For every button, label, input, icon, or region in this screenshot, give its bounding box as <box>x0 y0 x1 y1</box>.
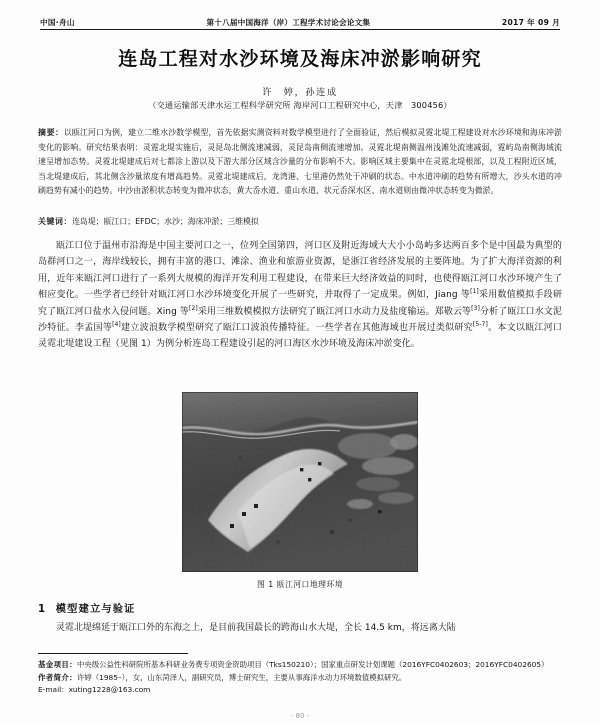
section-heading-1 <box>38 600 136 615</box>
figure-1-image <box>182 392 418 572</box>
footnote-divider <box>38 653 188 654</box>
body-text-segment-2: 采用数值模拟手段研究了瓯江河口盐水入侵问题。Xing 等 <box>38 290 562 317</box>
body-text-segment-1: 瓯江口位于温州市沿海是中国主要河口之一，位列全国第四，河口区及附近海域大大小小岛屿多达两百多个是中国最为典型的岛群河口之一，海岸线较长，拥有丰富的港口、滩涂、渔业和旅游业资源，是浙江省经济发展的主要阵地。为了扩大海洋资源的利用，近年来瓯江河口进行了一系列大规模的海洋开发利用工程建设，在带来巨大经济效益的同时，也使得瓯江河口水沙环境产生了相应变化。一些学者已经针对瓯江河口水沙环境变化开展了一些研究，并取得了一定成果。例如，Jiang 等 <box>38 241 562 301</box>
running-head <box>40 14 560 30</box>
citation-ref-2: [2] <box>189 304 198 312</box>
body-text-segment-4: 分析了瓯江口水文泥沙特征。李孟国等 <box>38 306 562 334</box>
section-1-paragraph: 灵霓北堤绵延于瓯江口外的东海之上，是目前我国最长的跨海山水大堤，全长 14.5 km，将远离大陆 <box>56 623 456 633</box>
abstract-label: 摘要： <box>38 128 64 137</box>
figure-1-caption: 图 1 瓯江河口地理环境 <box>256 580 344 589</box>
page-number: · 80 · <box>291 712 309 720</box>
footnote-block <box>38 659 562 697</box>
abstract-block <box>38 126 562 199</box>
header-divider <box>40 29 560 30</box>
keywords-block <box>38 215 562 229</box>
estuary-satellite-image <box>182 392 418 572</box>
author-affiliation: （交通运输部天津水运工程科学研究所 海岸河口工程研究中心，天津 300456） <box>148 100 452 110</box>
section-number: 1 <box>38 604 47 615</box>
bio-text: 许婷（1985–），女，山东菏泽人，副研究员，博士研究生，主要从事海洋水动力环境数值模拟研究。 <box>76 672 407 682</box>
citation-ref-5: [5-7] <box>472 321 488 329</box>
citation-ref-4: [4] <box>112 321 121 329</box>
page-title: 连岛工程对水沙环境及海床冲淤影响研究 <box>118 48 482 70</box>
body-text-segment-3: 采用三维数模模拟方法研究了瓯江河口水动力及盐度输运。郑敬云等 <box>197 306 472 317</box>
body-text-segment-6: 。本文以瓯江河口灵霓北堤建设工程（见图 1）为例分析连岛工程建设引起的河口海区水沙环境及海床冲淤变化。 <box>38 323 562 350</box>
fund-note <box>38 659 562 672</box>
section-title: 模型建立与验证 <box>55 604 136 615</box>
running-head-right: 2017 年 09 月 <box>501 17 560 27</box>
citation-ref-1: [1] <box>470 288 479 296</box>
citation-ref-3: [3] <box>471 304 480 312</box>
running-head-left: 中国·舟山 <box>40 17 75 27</box>
fund-text: 中央级公益性科研院所基本科研业务费专项资金资助项目（Tks150210）；国家重点研发计划课题（2016YFC0402603；2016YFC0402605） <box>76 660 549 669</box>
running-head-center: 第十八届中国海洋（岸）工程学术讨论会论文集 <box>206 17 371 27</box>
body-paragraph-1 <box>38 238 562 353</box>
keywords-label: 关键词： <box>38 217 72 226</box>
author-list: 许 婷，孙连成 <box>262 87 338 98</box>
email-value: xuting1228@163.com <box>68 685 151 695</box>
bio-label: 作者简介： <box>38 672 77 682</box>
keywords-text: 连岛堤；瓯江口；EFDC；水沙；海床冲淤；三维模拟 <box>71 217 259 226</box>
author-bio-note <box>38 672 562 685</box>
email-label: E-mail： <box>38 685 69 695</box>
body-text-segment-5: 建立波浪数学模型研究了瓯江口波浪传播特征。一些学者在其他海域也开展过类似研究 <box>120 323 473 334</box>
email-note <box>38 684 562 697</box>
figure-1 <box>0 392 600 590</box>
abstract-text: 以瓯江河口为例，建立二维水沙数学模型，首先依据实测资料对数学模型进行了全面验证，然后模拟灵霓北堤工程建设对水沙环境和海床冲淤变化的影响。研究结果表明：灵霓北堤实施后，灵昆岛北侧流速减弱，灵昆岛南侧流速增加。灵霓北堤南侧温州浅滩处流速减弱，霓屿岛南侧海域流速呈增加态势。灵霓北堤建成后对七都涂上游以及下游大部分区域含沙量的分布影响不大。影响区域主要集中在灵霓北堤根部，以及工程附近区域，当北堤建成后，其北侧含沙量浓度有增高趋势。灵霓北堤建成后，龙湾港、七里港仍然处于冲刷的状态。中水道冲刷的趋势有所增大，沙头水道的冲刷趋势有减小的趋势。中沙由淤积状态转变为微冲状态，黄大岙水道、重山水道、状元岙深水区、南水道则由微冲状态转变为微淤。 <box>38 128 562 196</box>
fund-label: 基金项目： <box>38 660 77 669</box>
